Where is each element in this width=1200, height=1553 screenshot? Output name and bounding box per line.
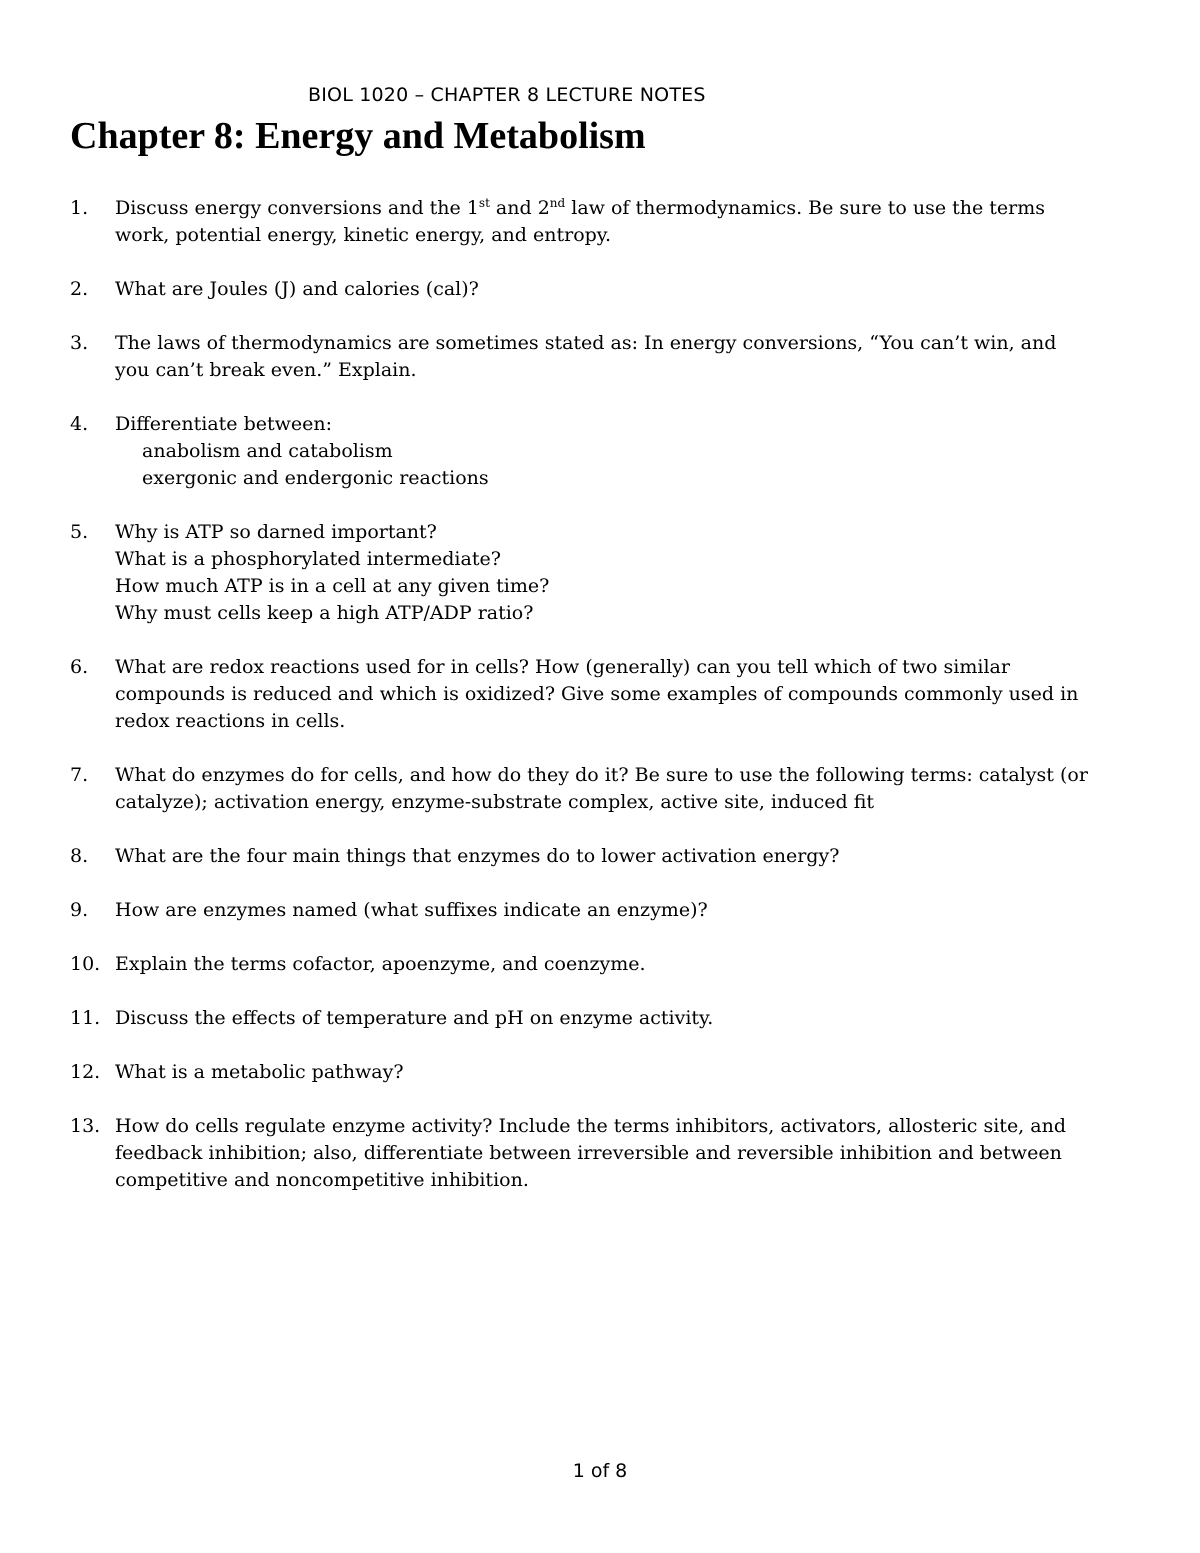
question-number: 7. [70,764,89,786]
question-number: 13. [70,1115,101,1137]
question-number: 11. [70,1007,101,1029]
question-line: Why must cells keep a high ATP/ADP ratio? [115,602,534,624]
question-line: you can’t break even.” Explain. [115,359,417,381]
question-5 [70,519,1150,627]
question-line: Why is ATP so darned important? [115,521,437,543]
question-number: 10. [70,953,101,975]
question-line: Explain the terms cofactor, apoenzyme, and coenzyme. [115,953,646,975]
question-number: 12. [70,1061,101,1083]
question-line: How much ATP is in a cell at any given time? [115,575,550,597]
question-10 [70,951,1150,978]
question-line: What are the four main things that enzymes do to lower activation energy? [115,845,840,867]
question-2 [70,276,1150,303]
question-number: 4. [70,413,89,435]
question-line: Discuss energy conversions and the 1st and 2nd law of thermodynamics. Be sure to use the terms [115,196,1046,219]
question-number: 6. [70,656,89,678]
question-11 [70,1005,1150,1032]
question-line: What are redox reactions used for in cells? How (generally) can you tell which of two similar [115,656,1010,678]
question-number: 5. [70,521,89,543]
question-number: 8. [70,845,89,867]
question-1 [70,195,1150,249]
question-9 [70,897,1150,924]
question-line: work, potential energy, kinetic energy, and entropy. [115,224,612,246]
question-number: 3. [70,332,89,354]
page-number: 1 of 8 [572,1460,628,1482]
question-8 [70,843,1150,870]
question-subitem: anabolism and catabolism [142,440,393,462]
question-line: What is a phosphorylated intermediate? [115,548,501,570]
question-line: What is a metabolic pathway? [115,1061,404,1083]
question-number: 9. [70,899,89,921]
question-line: redox reactions in cells. [115,710,346,732]
question-number: 2. [70,278,89,300]
question-line: competitive and noncompetitive inhibition. [115,1169,529,1191]
question-line: How are enzymes named (what suffixes indicate an enzyme)? [115,899,708,921]
question-list [70,195,1150,1221]
question-line: What are Joules (J) and calories (cal)? [115,278,479,300]
question-4 [70,411,1150,492]
question-3 [70,330,1150,384]
question-12 [70,1059,1150,1086]
superscript: st [478,196,490,210]
question-7 [70,762,1150,816]
question-line: compounds is reduced and which is oxidized? Give some examples of compounds commonly used in [115,683,1079,705]
question-line: feedback inhibition; also, differentiate between irreversible and reversible inhibition and between [115,1142,1062,1164]
question-line: The laws of thermodynamics are sometimes stated as: In energy conversions, “You can’t win, and [115,332,1057,354]
question-subitem: exergonic and endergonic reactions [142,467,489,489]
page-header: BIOL 1020 – CHAPTER 8 LECTURE NOTES [308,84,706,106]
question-6 [70,654,1150,735]
question-number: 1. [70,197,89,219]
question-line: Differentiate between: [115,413,333,435]
question-13 [70,1113,1150,1194]
question-line: catalyze); activation energy, enzyme-substrate complex, active site, induced fit [115,791,875,813]
chapter-title: Chapter 8: Energy and Metabolism [70,115,646,157]
superscript: nd [549,196,566,210]
question-line: What do enzymes do for cells, and how do they do it? Be sure to use the following terms: catalyst (or [115,764,1088,786]
question-line: Discuss the effects of temperature and pH on enzyme activity. [115,1007,714,1029]
question-line: How do cells regulate enzyme activity? Include the terms inhibitors, activators, allosteric site, and [115,1115,1066,1137]
